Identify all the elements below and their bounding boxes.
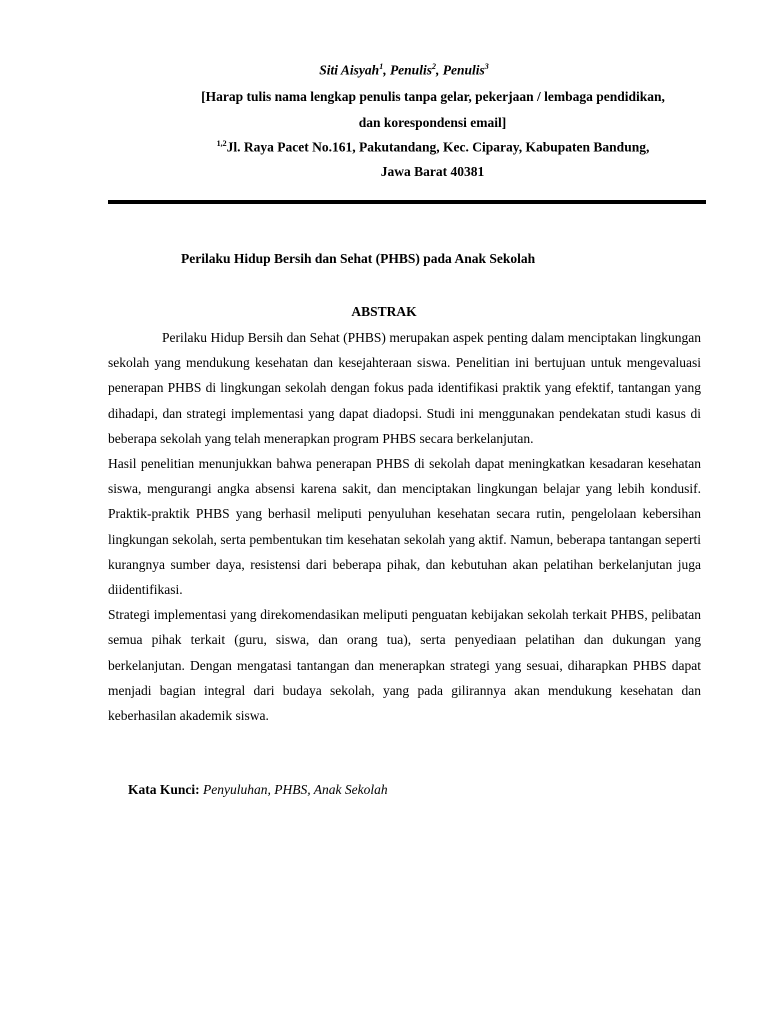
address-text-1: Jl. Raya Pacet No.161, Pakutandang, Kec. Ciparay, Kabupaten Bandung,: [226, 139, 650, 155]
address-line-2: Jawa Barat 40381: [380, 164, 485, 179]
keywords-label: Kata Kunci:: [128, 782, 200, 797]
instruction-line-1: [Harap tulis nama lengkap penulis tanpa gelar, pekerjaan / lembaga pendidikan,: [201, 89, 665, 104]
author-1-sup: 1: [379, 62, 384, 71]
abstract-paragraph: Hasil penelitian menunjukkan bahwa penerapan PHBS di sekolah dapat meningkatkan kesadaran kesehatan siswa, mengurangi angka absensi karena sakit, dan menciptakan lingkungan belajar yang lebih kondusif. Praktik-praktik PHBS yang berhasil meliputi penyuluhan kesehatan secara rutin, pengelolaan kebersihan lingkungan sekolah, serta pembentukan tim kesehatan sekolah yang aktif. Namun, beberapa tantangan seperti kurangnya sumber daya, resistensi dari beberapa pihak, dan kebutuhan akan pelatihan berkelanjutan juga diidentifikasi.: [108, 456, 701, 598]
abstract-body: [108, 325, 701, 728]
abstract-heading: ABSTRAK: [351, 304, 417, 319]
author-3-name: Penulis: [442, 62, 485, 78]
keywords-values: Penyuluhan, PHBS, Anak Sekolah: [203, 782, 388, 797]
author-3-sup: 3: [484, 62, 489, 71]
author-2-name: Penulis: [389, 62, 432, 78]
author-2-sup: 2: [431, 62, 436, 71]
author-line: Siti Aisyah$^1$, Penulis$^2$, Penulis$^3$: [319, 62, 489, 78]
keywords-line: [128, 782, 388, 798]
paper-title: Perilaku Hidup Bersih dan Sehat (PHBS) pada Anak Sekolah: [181, 251, 536, 266]
abstract-paragraph: Perilaku Hidup Bersih dan Sehat (PHBS) merupakan aspek penting dalam menciptakan lingkungan sekolah yang mendukung kesehatan dan kesejahteraan siswa. Penelitian ini bertujuan untuk mengevaluasi penerapan PHBS di lingkungan sekolah dengan fokus pada identifikasi praktik yang efektif, tantangan yang dihadapi, dan strategi implementasi yang dapat diadopsi. Studi ini menggunakan pendekatan studi kasus di beberapa sekolah yang telah menerapkan program PHBS secara berkelanjutan.: [108, 330, 701, 446]
header-divider: [108, 200, 706, 204]
author-1-name: Siti Aisyah: [319, 62, 380, 78]
address-sup: 1,2: [216, 139, 227, 148]
address-line-1: [100, 139, 766, 156]
instruction-line-2: dan korespondensi email]: [358, 115, 507, 130]
abstract-paragraph: Strategi implementasi yang direkomendasikan meliputi penguatan kebijakan sekolah terkait PHBS, pelibatan semua pihak terkait (guru, siswa, dan orang tua), serta penyediaan pelatihan dan dukungan yang berkelanjutan. Dengan mengatasi tantangan dan menerapkan strategi yang sesuai, diharapkan PHBS dapat menjadi bagian integral dari budaya sekolah, yang pada gilirannya akan mendukung kesehatan dan keberhasilan akademik siswa.: [108, 607, 701, 724]
